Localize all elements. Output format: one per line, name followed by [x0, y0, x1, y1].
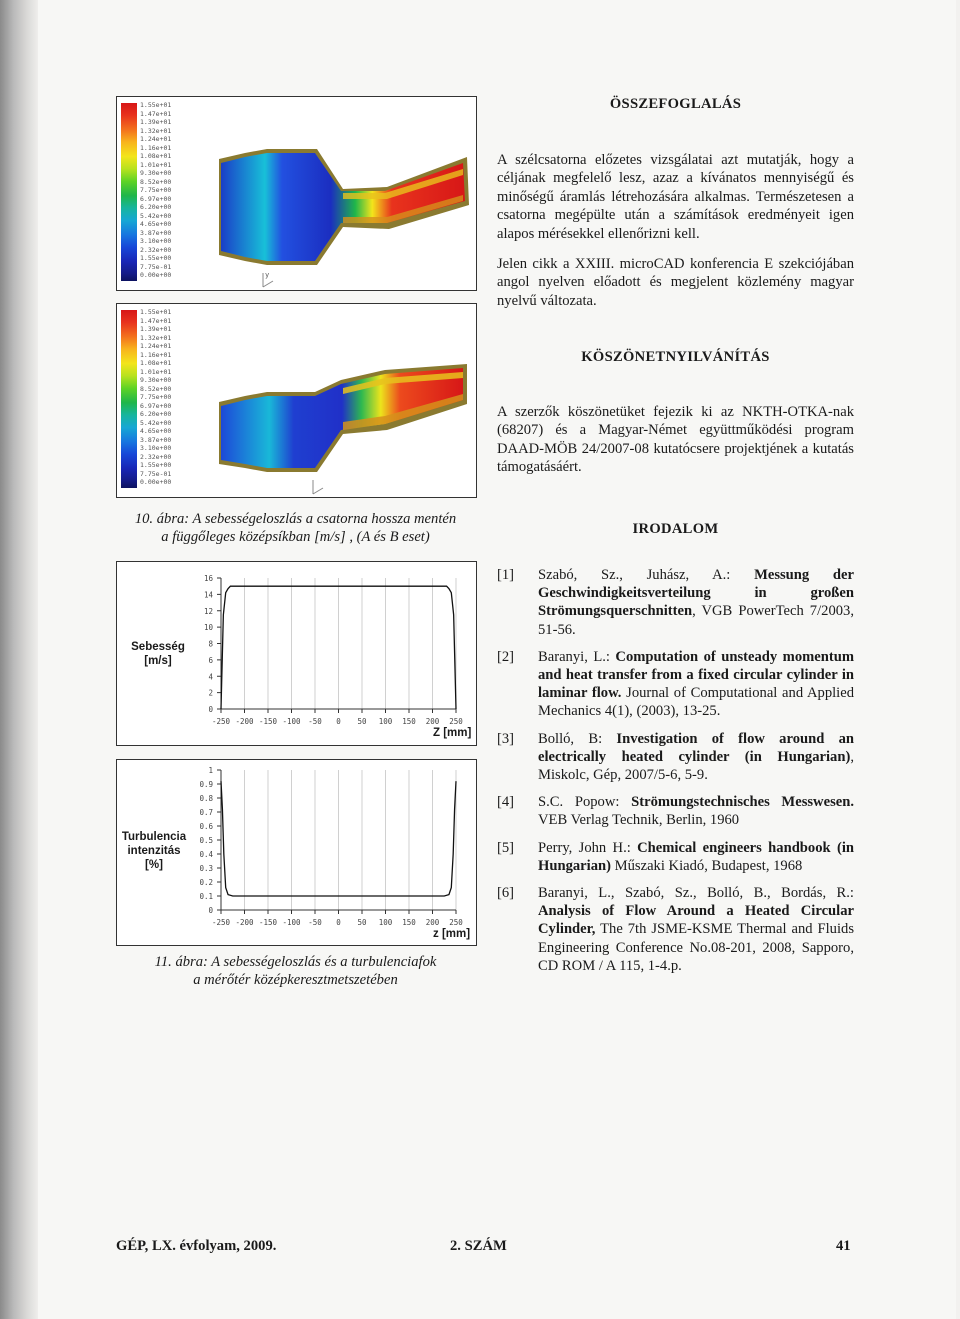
- figure-10-caption-line-1: 10. ábra: A sebességeloszlás a csatorna hossza mentén: [134, 511, 457, 527]
- colorbar-tick-label: 1.39e+01: [140, 325, 172, 333]
- y-tick-label: 0.9: [199, 780, 213, 789]
- reference-number: [1]: [497, 567, 515, 583]
- colorbar-tick-label: 1.55e+00: [140, 254, 172, 262]
- x-tick-label: -100: [282, 717, 301, 726]
- turbulence-chart: [116, 759, 477, 946]
- reference-item: [497, 566, 854, 639]
- colorbar-tick-label: 1.16e+01: [140, 350, 172, 359]
- colorbar-tick-label: 6.20e+00: [140, 203, 172, 211]
- y-tick-label: 6: [208, 655, 213, 665]
- summary-section: [497, 151, 854, 310]
- y-tick-label: 14: [203, 590, 213, 600]
- reference-authors: Baranyi, L.:: [538, 648, 616, 665]
- reference-text: [538, 884, 854, 975]
- y-tick-label: 0.2: [199, 878, 213, 887]
- y-tick-label: 0.7: [199, 808, 213, 817]
- colorbar-tick-label: 5.42e+00: [140, 418, 172, 427]
- reference-details: Műszaki Kiadó, Budapest, 1968: [610, 857, 803, 874]
- reference-number: [6]: [497, 885, 515, 902]
- figure-10-caption: [116, 510, 475, 546]
- colorbar-tick-label: 7.75e-01: [140, 469, 172, 478]
- colorbar-tick-label: 1.24e+01: [140, 342, 172, 350]
- cfd-image-case-b: [116, 303, 477, 498]
- colorbar-tick-label: 1.55e+00: [140, 461, 172, 469]
- reference-details: Journal of Computational and Applied Mechanics 4(1), (2003), 13-25.: [538, 685, 854, 720]
- reference-details: The 7th JSME-KSME Thermal and Fluids Engineering Conference No.08-201, 2008, Sapporo, CD ROM / A 115, 1-4.p.: [538, 921, 854, 974]
- colorbar-tick-label: 1.01e+01: [140, 367, 172, 376]
- colorbar-tick-label: 1.32e+01: [140, 333, 172, 342]
- colorbar-tick-label: 1.47e+01: [140, 109, 172, 118]
- colorbar-tick-label: 1.16e+01: [140, 143, 172, 152]
- y-tick-label: 0.6: [199, 822, 213, 831]
- figure-10-caption-line-2: a függőleges középsíkban [m/s] , (A és B eset): [161, 529, 430, 545]
- acknowledgement-paragraph: A szerzők köszönetüket fejezik ki az NKTH-OTKA-nak (68207) és a Magyar-Német együttműködési program DAAD-MÖB 24/2007-08 kutatócsere projektjének a kutatás támogatásáért.: [497, 404, 854, 476]
- colorbar-tick-label: 3.10e+00: [140, 237, 172, 245]
- reference-text: [538, 648, 854, 721]
- colorbar-tick-label: 9.30e+00: [140, 376, 172, 384]
- turbulence-chart-plot: [117, 760, 476, 945]
- colorbar-tick-label: 1.08e+01: [140, 359, 172, 367]
- x-tick-label: 200: [425, 717, 440, 726]
- reference-number: [3]: [497, 730, 515, 747]
- colorbar-tick-label: 6.20e+00: [140, 410, 172, 418]
- reference-title: Chemical engineers handbook (in Hungarian): [538, 839, 854, 874]
- x-tick-label: 100: [378, 918, 393, 927]
- y-tick-label: 4: [208, 672, 213, 682]
- acknowledgement-section: [497, 403, 854, 477]
- reference-authors: Bolló, B:: [538, 730, 617, 747]
- colorbar-tick-label: 1.08e+01: [140, 152, 172, 160]
- x-tick-label: -50: [308, 717, 322, 726]
- figure-11-caption: [116, 953, 475, 989]
- colorbar-tick-label: 3.10e+00: [140, 444, 172, 452]
- colorbar-tick-label: 4.65e+00: [140, 220, 172, 228]
- footer-journal: GÉP, LX. évfolyam, 2009.: [116, 1238, 277, 1254]
- reference-authors: Baranyi, L., Szabó, Sz., Bolló, B., Bordás, R.:: [538, 885, 854, 902]
- x-tick-label: 150: [402, 717, 416, 726]
- colorbar-tick-label: 1.24e+01: [140, 135, 172, 143]
- svg-text:y: y: [265, 271, 270, 279]
- book-binding-shadow: [0, 0, 38, 1319]
- y-tick-label: 0.1: [199, 892, 213, 901]
- y-tick-label: 8: [208, 639, 213, 649]
- y-tick-label: 10: [203, 623, 213, 633]
- turbulence-chart-ylabel: Turbulencia intenzitás [%]: [121, 831, 187, 871]
- reference-number: [4]: [497, 794, 515, 811]
- velocity-chart: [116, 561, 477, 746]
- x-tick-label: -100: [282, 918, 301, 927]
- reference-title: Computation of unsteady momentum and heat transfer from a fixed circular cylinder in laminar flow.: [538, 648, 855, 702]
- reference-item: [497, 884, 854, 975]
- x-tick-label: 200: [425, 918, 440, 927]
- colorbar-tick-label: 1.32e+01: [140, 126, 172, 135]
- reference-title: Strömungstechnisches Messwesen.: [631, 794, 854, 811]
- colorbar-tick-label: 7.75e-01: [140, 262, 172, 271]
- reference-text: [538, 730, 854, 785]
- summary-paragraph-1: A szélcsatorna előzetes vizsgálatai azt mutatják, hogy a céljának megfelelő lesz, azaz a kívánatos mennyiségű és minőségű áramlás létrehozására alkalmas. Természetesen a csatorna megépülte után a számítások eredményeit igen alapos mérésekkel ellenőrizni kell.: [497, 152, 854, 242]
- colorbar-tick-label: 7.75e+00: [140, 393, 172, 401]
- reference-item: [497, 648, 854, 721]
- colorbar-tick-label: 1.39e+01: [140, 118, 172, 126]
- x-tick-label: -50: [308, 918, 322, 927]
- reference-title: Messung der Geschwindigkeitsverteilung in großen Strömungsquerschnitten: [538, 567, 854, 620]
- acknowledgement-heading: KÖSZÖNETNYILVÁNÍTÁS: [581, 349, 770, 365]
- colorbar-tick-label: 1.55e+01: [140, 101, 172, 109]
- colorbar-tick-label: 6.97e+00: [140, 401, 172, 410]
- cfd-image-case-a: [116, 96, 477, 291]
- colorbar-tick-label: 8.52e+00: [140, 177, 172, 186]
- x-tick-label: -150: [258, 717, 278, 726]
- reference-item: [497, 730, 854, 785]
- reference-title: Analysis of Flow Around a Heated Circular Cylinder,: [538, 903, 854, 938]
- reference-authors: Szabó, Sz., Juhász, A.:: [538, 567, 755, 583]
- reference-title: Investigation of flow around an electrically heated cylinder (in Hungarian): [538, 730, 855, 765]
- references-list: [497, 566, 854, 984]
- y-tick-label: 0.5: [199, 836, 213, 845]
- colorbar-tick-label: 3.87e+00: [140, 435, 172, 444]
- reference-details: , Miskolc, Gép, 2007/5-6, 5-9.: [538, 748, 854, 784]
- reference-text: [538, 839, 854, 875]
- y-tick-label: 0.3: [199, 864, 213, 873]
- reference-item: [497, 839, 854, 875]
- colorbar-tick-label: 0.00e+00: [140, 271, 172, 279]
- x-tick-label: 50: [357, 918, 367, 927]
- x-tick-label: 0: [336, 717, 341, 726]
- figure-11-caption-line-2: a mérőtér középkeresztmetszetében: [193, 972, 398, 988]
- x-tick-label: -200: [235, 918, 254, 927]
- colorbar-tick-label: 5.42e+00: [140, 211, 172, 220]
- x-tick-label: 250: [449, 918, 463, 927]
- x-tick-label: 0: [336, 918, 341, 927]
- y-tick-label: 1: [208, 766, 213, 775]
- y-tick-label: 0.4: [199, 850, 213, 859]
- y-tick-label: 2: [208, 688, 213, 698]
- reference-authors: Perry, John H.:: [538, 839, 638, 856]
- colorbar-tick-label: 8.52e+00: [140, 384, 172, 393]
- y-tick-label: 0.8: [199, 794, 213, 803]
- colorbar-tick-label: 2.32e+00: [140, 452, 172, 461]
- velocity-chart-ylabel: Sebesség [m/s]: [131, 641, 185, 667]
- colorbar-tick-label: 1.55e+01: [140, 308, 172, 316]
- figure-11-caption-line-1: 11. ábra: A sebességeloszlás és a turbulenciafok: [154, 954, 437, 970]
- colorbar-tick-label: 7.75e+00: [140, 186, 172, 194]
- reference-item: [497, 793, 854, 829]
- x-tick-label: -150: [258, 918, 278, 927]
- x-tick-label: 50: [357, 717, 367, 726]
- reference-text: [538, 793, 854, 829]
- x-tick-label: 250: [449, 717, 463, 726]
- colorbar-tick-label: 6.97e+00: [140, 194, 172, 203]
- turbulence-chart-xlabel: z [mm]: [433, 928, 471, 940]
- reference-text: [538, 566, 854, 639]
- colorbar-tick-label: 9.30e+00: [140, 169, 172, 177]
- colorbar-tick-label: 0.00e+00: [140, 478, 172, 486]
- reference-details: VEB Verlag Technik, Berlin, 1960: [538, 812, 740, 829]
- y-tick-label: 0: [208, 705, 213, 714]
- colorbar-tick-label: 1.47e+01: [140, 316, 172, 325]
- channel-velocity-contour: [117, 304, 476, 497]
- velocity-chart-plot: [117, 562, 476, 745]
- x-tick-label: -250: [211, 717, 231, 726]
- footer-issue: 2. SZÁM: [450, 1238, 507, 1254]
- x-tick-label: -200: [235, 717, 254, 726]
- colorbar-tick-label: 2.32e+00: [140, 245, 172, 254]
- colorbar-tick-label: 1.01e+01: [140, 160, 172, 169]
- reference-number: [2]: [497, 648, 515, 665]
- page-number: 41: [836, 1238, 851, 1254]
- colorbar-tick-label: 3.87e+00: [140, 228, 172, 237]
- velocity-chart-xlabel: Z [mm]: [433, 727, 472, 739]
- reference-details: , VGB PowerTech 7/2003, 51-56.: [538, 603, 854, 638]
- y-tick-label: 16: [203, 574, 213, 583]
- x-tick-label: 150: [402, 918, 416, 927]
- y-tick-label: 0: [208, 906, 213, 915]
- summary-heading: ÖSSZEFOGLALÁS: [609, 96, 742, 112]
- x-tick-label: -250: [211, 918, 231, 927]
- channel-velocity-contour: [117, 97, 476, 290]
- reference-authors: S.C. Popow:: [538, 794, 632, 811]
- colorbar-tick-label: 4.65e+00: [140, 427, 172, 435]
- references-heading: IRODALOM: [632, 521, 719, 537]
- reference-number: [5]: [497, 839, 515, 856]
- y-tick-label: 12: [203, 606, 213, 616]
- summary-paragraph-2: Jelen cikk a XXIII. microCAD konferencia E szekciójában angol nyelven előadott és megjelent közlemény magyar nyelvű változata.: [497, 256, 854, 309]
- x-tick-label: 100: [378, 717, 393, 726]
